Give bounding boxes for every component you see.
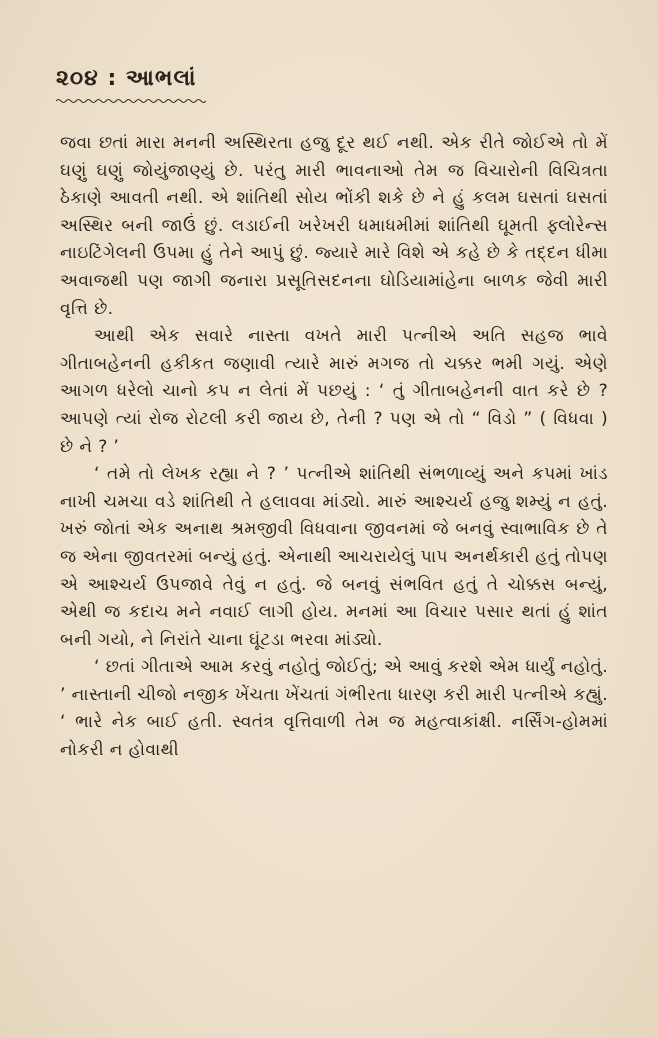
paragraph: ‘ તમે તો લેખક રહ્યા ને ? ’ પત્નીએ શાંતિથી સંભળાવ્યું અને કપમાં ખાંડ નાખી ચમચા વડે શાંતિથી તે હલાવવા માંડ્યો. મારું આશ્ચર્ય હજુ શમ્યું ન હતું. ખરું જોતાં એક અનાથ શ્રમજીવી વિધવાના જીવનમાં જે બનવું સ્વાભાવિક છે તે જ એના જીવતરમાં બન્યું હતું. એનાથી આચરાયેલું પાપ અનર્થકારી હતું તોપણ એ આશ્ચર્ય ઉપજાવે તેવું ન હતું. જે બનવું સંભવિત હતું તે ચોક્કસ બન્યું, એથી જ કદાચ મને નવાઈ લાગી હોય. મનમાં આ વિચાર પસાર થતાં હું શાંત બની ગયો, ને નિરાંતે ચાના ઘૂંટડા ભરવા માંડ્યો.	[60, 464, 608, 650]
paragraph: ‘ છતાં ગીતાએ આમ કરવું નહોતું જોઈતું; એ આવું કરશે એમ ધાર્યું નહોતું. ’ નાસ્તાની ચીજો નજીક ખેંચતા ખેંચતાં ગંભીરતા ધારણ કરી મારી પત્નીએ કહ્યું. ‘ ભારે નેક બાઈ હતી. સ્વતંત્ર વૃત્તિવાળી તેમ જ મહત્વાકાંક્ષી. નર્સિંગ-હોમમાં નોકરી ન હોવાથી	[60, 657, 608, 761]
body-text	[60, 130, 608, 765]
decorative-wavy-rule	[56, 98, 206, 104]
paragraph: જવા છતાં મારા મનની અસ્થિરતા હજુ દૂર થઈ નથી. એક રીતે જોઈએ તો મેં ઘણું ઘણું જોયુંજાણ્યું છે. પરંતુ મારી ભાવનાઓ તેમ જ વિચારોની વિચિત્રતા ઠેકાણે આવતી નથી. એ શાંતિથી સોય ભોંકી શકે છે ને હું કલમ ઘસતાં ઘસતાં અસ્થિર બની જાઉં છું. લડાઈની ખરેખરી ધમાધમીમાં શાંતિથી ઘૂમતી ફ્લોરેન્સ નાઇટિંગેલની ઉપમા હું તેને આપું છું. જ્યારે મારે વિશે એ કહે છે કે તદ્દન ધીમા અવાજથી પણ જાગી જનારા પ્રસૂતિસદનના ઘોડિયામાંહેના બાળક જેવી મારી વૃત્તિ છે.	[60, 133, 608, 319]
running-head: ૨૦૪ : આભલાં	[56, 66, 197, 91]
paragraph: આથી એક સવારે નાસ્તા વખતે મારી પત્નીએ અતિ સહજ ભાવે ગીતાબહેનની હકીકત જણાવી ત્યારે મારું મગજ તો ચક્કર ભમી ગયું. એણે આગળ ધરેલો ચાનો કપ ન લેતાં મેં પછયું : ‘ તું ગીતાબહેનની વાત કરે છે ? આપણે ત્યાં રોજ રોટલી કરી જાય છે, તેની ? પણ એ તો “ વિડો ” ( વિધવા ) છે ને ? ’	[60, 326, 608, 457]
